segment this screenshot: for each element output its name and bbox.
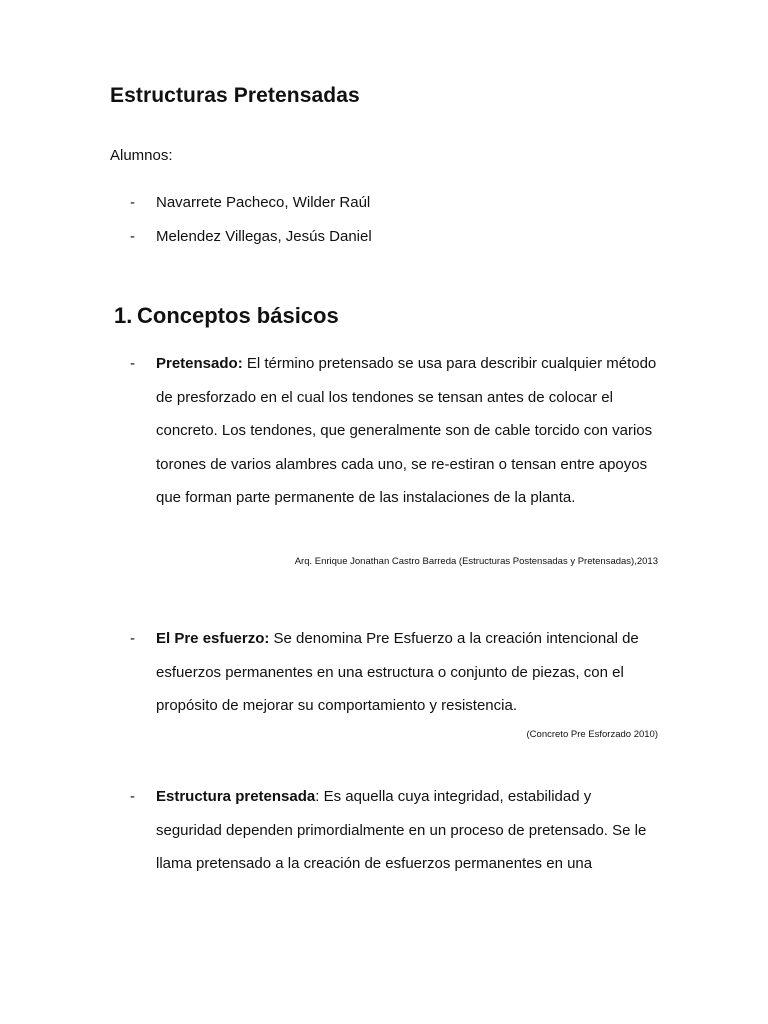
- concept-text: El término pretensado se usa para describir cualquier método de presforzado en el cual los tendones se tensan antes de colocar el concreto. Los tendones, que generalmente son de cable torcido con varios torones de varios alambres cada uno, se re-estiran o tensan entre apoyos que forman parte permanente de las instalaciones de la planta.: [156, 355, 657, 507]
- student-name: Navarrete Pacheco, Wilder Raúl: [156, 194, 371, 211]
- concept-term: Pretensado:: [156, 355, 243, 372]
- citation: (Concreto Pre Esforzado 2010): [526, 729, 658, 740]
- list-dash: -: [130, 788, 135, 805]
- concept-text: : Es aquella cuya integridad, estabilidad y seguridad dependen primordialmente en un proceso de pretensado. Se le llama pretensado a la creación de esfuerzos permanentes en una: [156, 788, 647, 873]
- concept-paragraph: [156, 622, 660, 723]
- concept-paragraph: [156, 347, 660, 515]
- student-name: Melendez Villegas, Jesús Daniel: [156, 228, 372, 245]
- list-dash: -: [130, 194, 135, 211]
- list-dash: -: [130, 228, 135, 245]
- student-item: [130, 194, 370, 211]
- section-number: 1.: [114, 303, 133, 328]
- concept-term: Estructura pretensada: [156, 788, 316, 805]
- students-label: Alumnos:: [110, 147, 173, 164]
- student-item: [130, 228, 372, 245]
- citation: Arq. Enrique Jonathan Castro Barreda (Estructuras Postensadas y Pretensadas),2013: [294, 556, 658, 567]
- list-dash: -: [130, 355, 135, 372]
- section-heading: [114, 303, 339, 329]
- section-title: Conceptos básicos: [137, 303, 339, 328]
- concept-term: El Pre esfuerzo:: [156, 630, 270, 647]
- list-dash: -: [130, 630, 135, 647]
- concept-text: Se denomina Pre Esfuerzo a la creación intencional de esfuerzos permanentes en una estructura o conjunto de piezas, con el propósito de mejorar su comportamiento y resistencia.: [156, 630, 639, 715]
- concept-paragraph: [156, 780, 660, 881]
- document-title: Estructuras Pretensadas: [110, 84, 360, 107]
